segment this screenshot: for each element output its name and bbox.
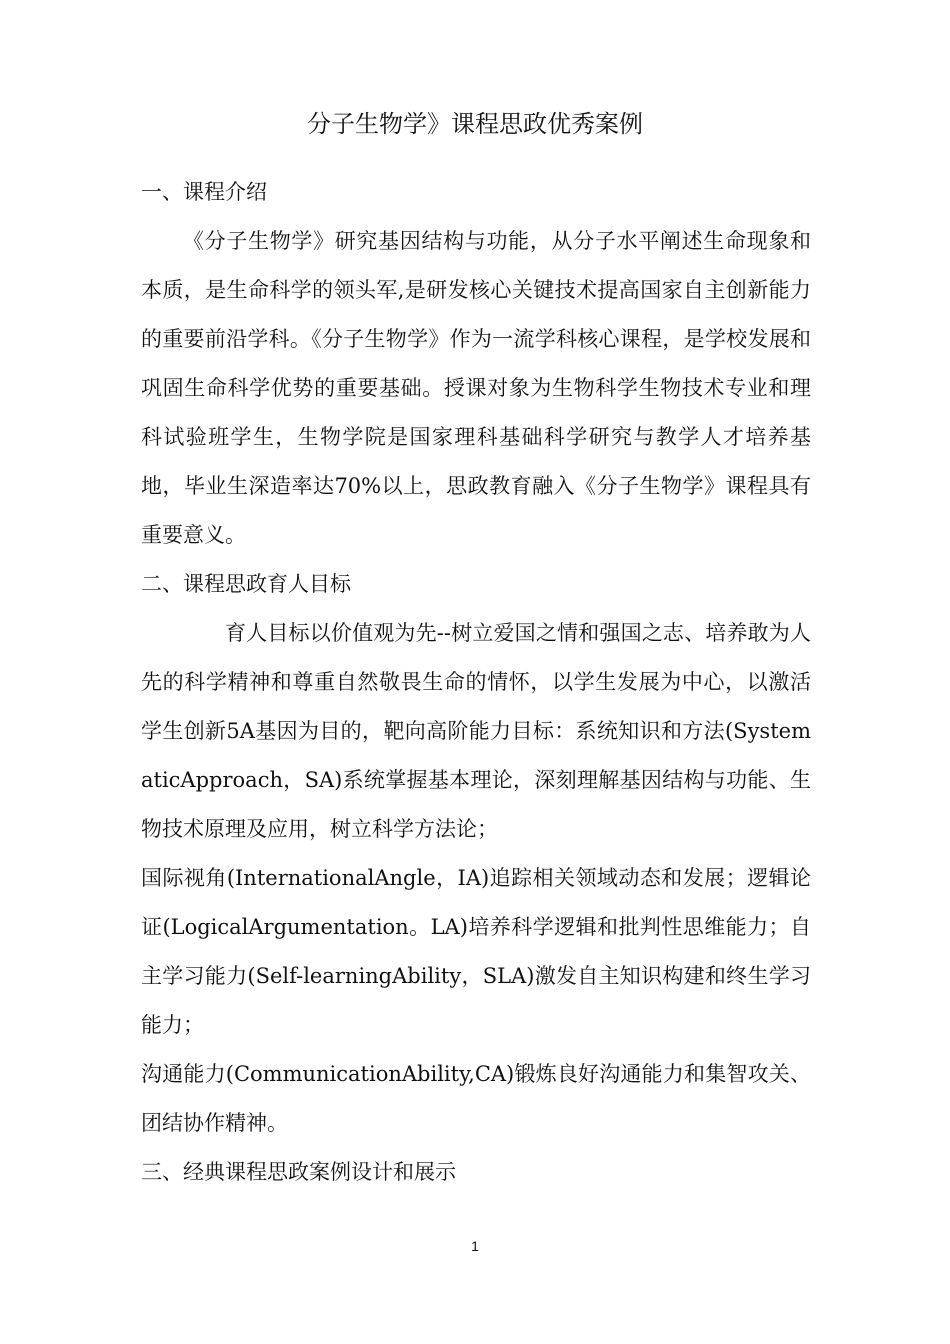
paragraph-intro: 《分子生物学》研究基因结构与功能，从分子水平阐述生命现象和本质，是生命科学的领头军,是研发核心关键技术提高国家自主创新能力的重要前沿学科。《分子生物学》作为一流学科核心课程，是学校发展和巩固生命科学优势的重要基础。授课对象为生物科学生物技术专业和理科试验班学生，生物学院是国家理科基础科学研究与教学人才培养基地，毕业生深造率达70%以上，思政教育融入《分子生物学》课程具有重要意义。 [141,229,811,547]
paragraph-goals: 育人目标以价值观为先--树立爱国之情和强国之志、培养敢为人先的科学精神和尊重自然敬畏生命的情怀，以学生发展为中心，以激活学生创新5A基因为目的，靶向高阶能力目标：系统知识和方法(SystematicApproach，SA)系统掌握基本理论，深刻理解基因结构与功能、生物技术原理及应用，树立科学方法论； [141,621,811,841]
section-heading-goals: 二、课程思政育人目标 [141,572,351,596]
paragraph-goals-ia-la: 国际视角(InternationalAngle，IA)追踪相关领域动态和发展；逻辑论证(LogicalArgumentation。LA)培养科学逻辑和批判性思维能力；自主学习能力(Self-learningAbility，SLA)激发自主知识构建和终生学习能力； [141,866,811,1037]
document-body [141,168,811,1197]
section-heading-intro: 一、课程介绍 [141,180,267,204]
paragraph-goals-ca: 沟通能力(CommunicationAbility,CA)锻炼良好沟通能力和集智攻关、团结协作精神。 [141,1062,811,1135]
document-title: 分子生物学》课程思政优秀案例 [307,110,643,138]
page-number: 1 [471,1238,479,1254]
section-heading-cases: 三、经典课程思政案例设计和展示 [141,1160,456,1184]
